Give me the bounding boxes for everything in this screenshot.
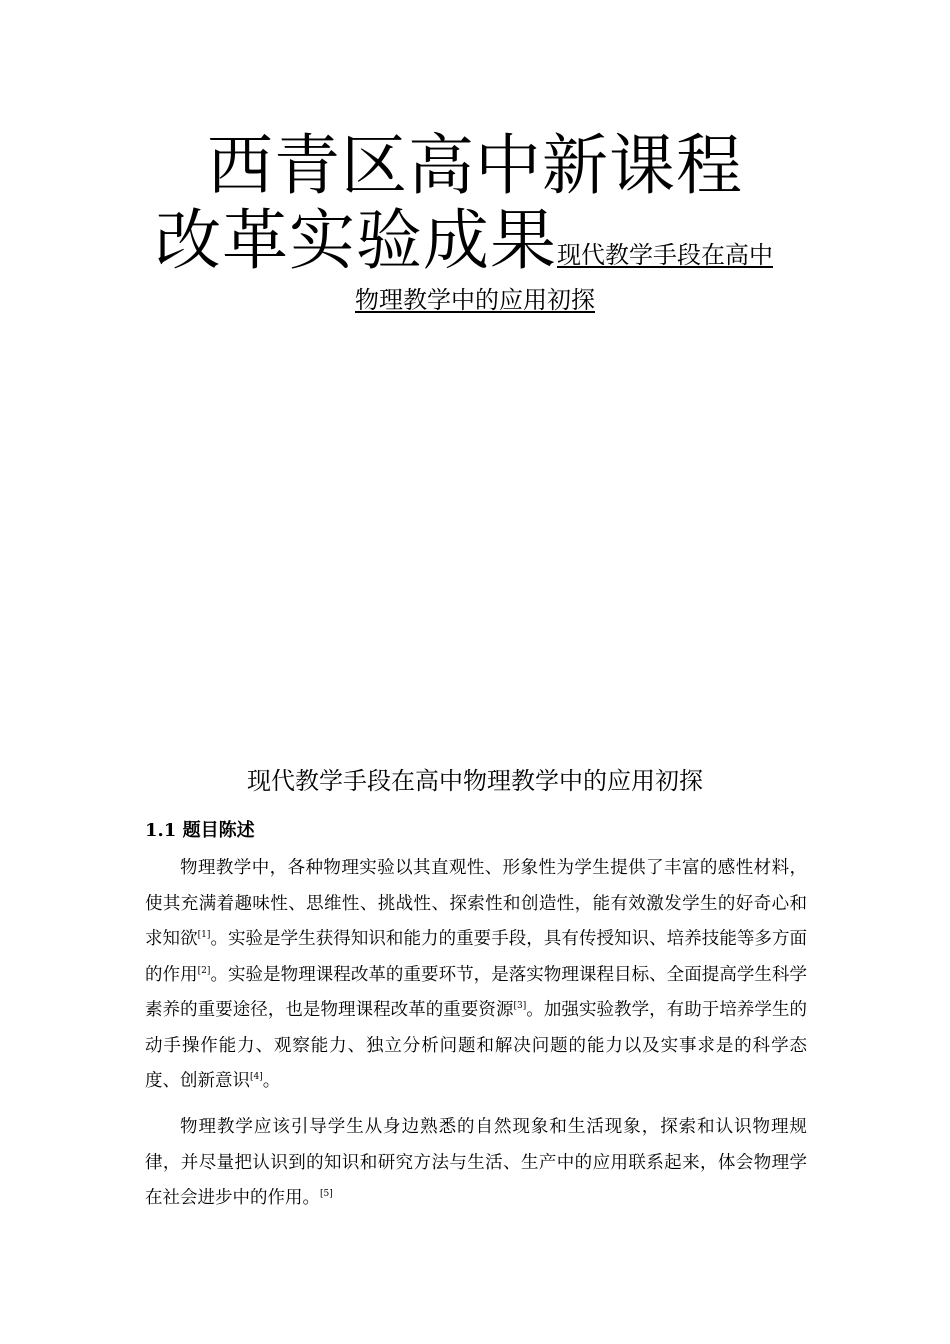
paragraph-text: 。 (262, 1071, 281, 1091)
paragraph-text: 。实验是物理课程改革的重要环节，是落实物理课程目标、全面提高学生科学素养的重要途径，也是物理课程改革的重要资源 (145, 964, 808, 1020)
citation-marker: [3] (513, 1001, 527, 1012)
paragraph-1 (145, 851, 807, 1100)
cover-title-line1: 西青区高中新课程 (207, 127, 743, 204)
cover-subtitle-part1: 现代教学手段在高中 (557, 241, 773, 269)
cover-title-line2-text: 改革实验成果 (155, 202, 557, 279)
paragraph-2 (145, 1110, 807, 1217)
section-heading: 1.1 题目陈述 (145, 820, 255, 841)
paragraph-text: 。实验是学生获得知识和能力的重要手段，具有传授知识、培养技能等多方面的作用 (145, 929, 808, 985)
article-title: 现代教学手段在高中物理教学中的应用初探 (247, 767, 703, 795)
citation-marker: [5] (320, 1189, 333, 1200)
cover-subtitle-part2: 物理教学中的应用初探 (355, 286, 595, 314)
citation-marker: [1] (197, 930, 211, 941)
citation-marker: [2] (197, 965, 211, 976)
citation-marker: [4] (250, 1072, 263, 1083)
paragraph-text: 物理教学中，各种物理实验以其直观性、形象性为学生提供了丰富的感性材料，使其充满着趣味性、思维性、挑战性、探索性和创造性，能有效激发学生的好奇心和求知欲 (145, 858, 807, 949)
paragraph-text: 。加强实验教学，有助于培养学生的动手操作能力、观察能力、独立分析问题和解决问题的能力以及实事求是的科学态度、创新意识 (145, 1000, 808, 1091)
paragraph-text: 物理教学应该引导学生从身边熟悉的自然现象和生活现象，探索和认识物理规律，并尽量把认识到的知识和研究方法与生活、生产中的应用联系起来，体会物理学在社会进步中的作用。 (145, 1117, 807, 1208)
